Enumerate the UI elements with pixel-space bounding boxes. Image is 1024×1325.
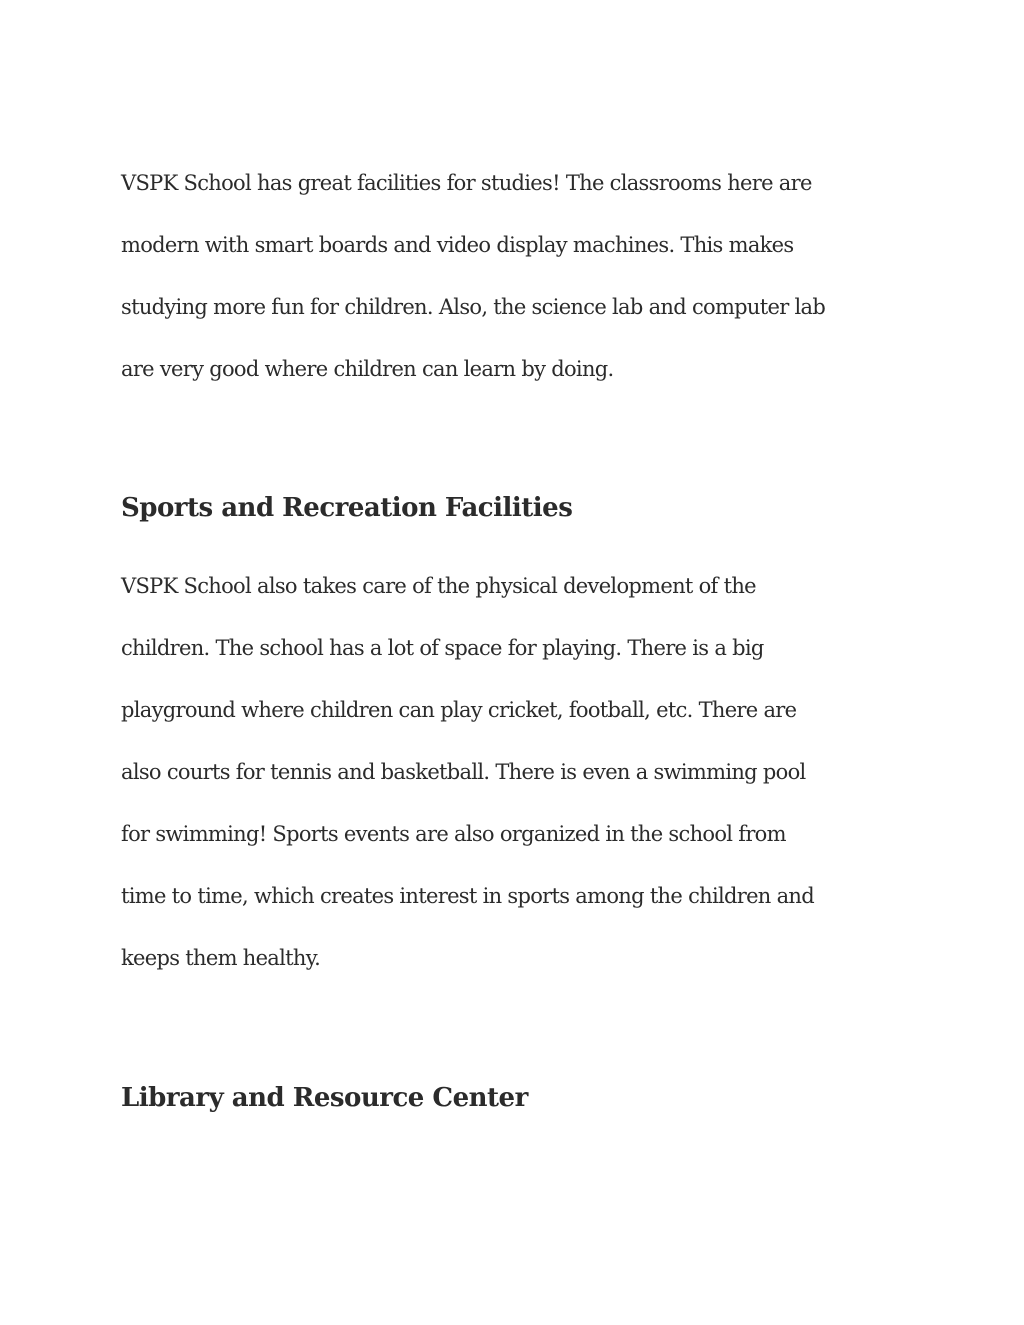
- paragraph-line: playground where children can play cricket, football, etc. There are: [121, 698, 797, 722]
- paragraph-line: keeps them healthy.: [121, 946, 321, 970]
- paragraph-line: VSPK School also takes care of the physical development of the: [121, 574, 756, 598]
- paragraph-line: time to time, which creates interest in sports among the children and: [121, 884, 814, 908]
- paragraph-line: children. The school has a lot of space for playing. There is a big: [121, 636, 764, 660]
- library-section-heading: Library and Resource Center: [121, 1083, 528, 1113]
- paragraph-line: modern with smart boards and video display machines. This makes: [121, 233, 794, 257]
- paragraph-line: are very good where children can learn by doing.: [121, 357, 614, 381]
- sports-section-heading: Sports and Recreation Facilities: [121, 493, 573, 523]
- paragraph-line: also courts for tennis and basketball. There is even a swimming pool: [121, 760, 806, 784]
- paragraph-line: for swimming! Sports events are also organized in the school from: [121, 822, 786, 846]
- paragraph-line: VSPK School has great facilities for studies! The classrooms here are: [121, 171, 812, 195]
- paragraph-line: studying more fun for children. Also, the science lab and computer lab: [121, 295, 826, 319]
